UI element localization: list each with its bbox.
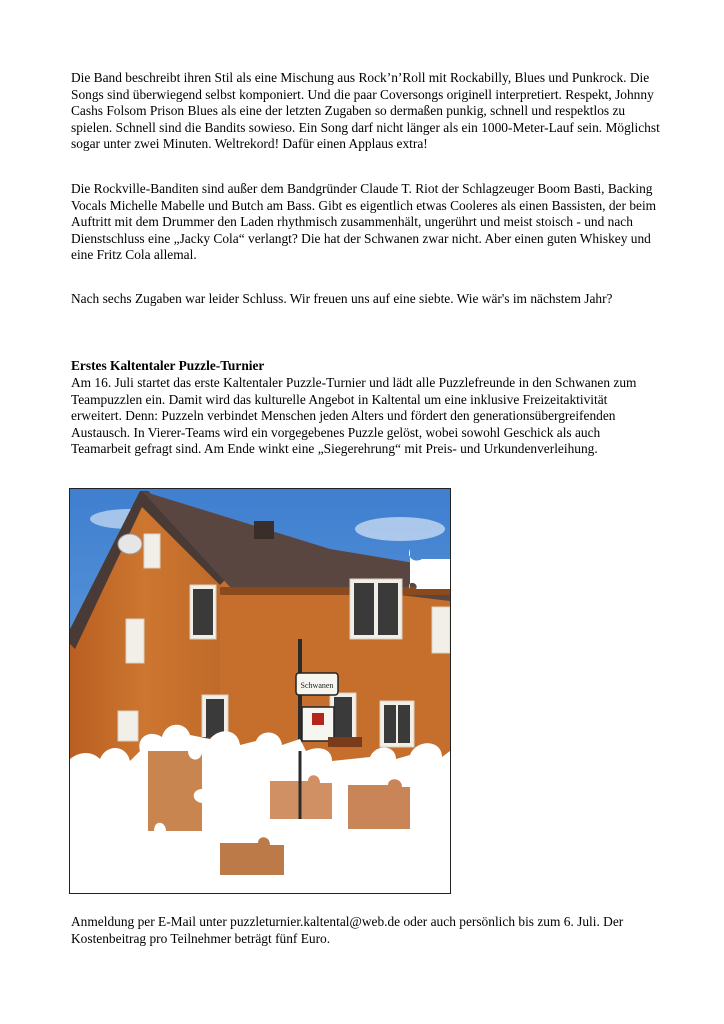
puzzle-piece <box>148 751 202 831</box>
satellite-dish <box>118 534 142 554</box>
paragraph-band-style: Die Band beschreibt ihren Stil als eine Mischung aus Rock’n’Roll mit Rockabilly, Blues und Punkrock. Die Songs sind überwiegend selbst komponiert. Und die paar Coversongs originell interpretiert. Respekt, Johnny Cashs Folsom Prison Blues als eine der letzten Zugaben so dermaßen punkig, schnell und respektlos zu spielen. Schnell sind die Bandits sowieso. Ein Song darf nicht länger als ein 1000-Meter-Lauf sein. Möglichst sogar unter zwei Minuten. Weltrekord! Dafür einen Applaus extra! <box>71 70 660 152</box>
eaves-shadow <box>220 587 450 595</box>
chimney <box>254 521 274 539</box>
puzzle-house-photo <box>69 488 451 894</box>
sign-text: Schwanen <box>300 681 334 690</box>
cloud <box>355 517 445 541</box>
puzzle-piece <box>348 779 410 829</box>
paragraph-encores: Nach sechs Zugaben war leider Schluss. Wir freuen uns auf eine siebte. Wie wär's im nächstem Jahr? <box>71 291 613 306</box>
paragraph-registration: Anmeldung per E-Mail unter puzzleturnier.kaltental@web.de oder auch persönlich bis zum 6. Juli. Der Kostenbeitrag pro Teilnehmer beträgt fünf Euro. <box>71 914 624 946</box>
sign-emblem <box>312 713 324 725</box>
section-heading-puzzle: Erstes Kaltentaler Puzzle-Turnier <box>71 358 265 373</box>
paragraph-puzzle-tournament: Am 16. Juli startet das erste Kaltentaler Puzzle-Turnier und lädt alle Puzzlefreunde in den Schwanen zum Teampuzzlen ein. Damit wird das kulturelle Angebot in Kaltental um eine inklusive Freizeitaktivität erweitert. Denn: Puzzeln verbindet Menschen jeden Alters und fördert den generationsübergreifenden Austausch. In Vierer-Teams wird ein vorgegebenes Puzzle gelöst, wobei sowohl Geschick als auch Teamarbeit gefragt sind. Am Ende winkt eine „Siegerehrung“ mit Preis- und Urkundenverleihung. <box>71 375 637 457</box>
flower-box <box>328 737 362 747</box>
paragraph-band-members: Die Rockville-Banditen sind außer dem Bandgründer Claude T. Riot der Schlagzeuger Boom Basti, Backing Vocals Michelle Mabelle und Butch am Bass. Gibt es eigentlich etwas Cooleres als einen Bassisten, der beim Auftritt mit dem Drummer den Laden rhythmisch zusammenhält, ungerührt und meist stoisch - und nach Dienstschluss eine „Jacky Cola“ verlangt? Die hat der Schwanen zwar nicht. Aber einen guten Whiskey und eine Fritz Cola allemal. <box>71 181 657 263</box>
